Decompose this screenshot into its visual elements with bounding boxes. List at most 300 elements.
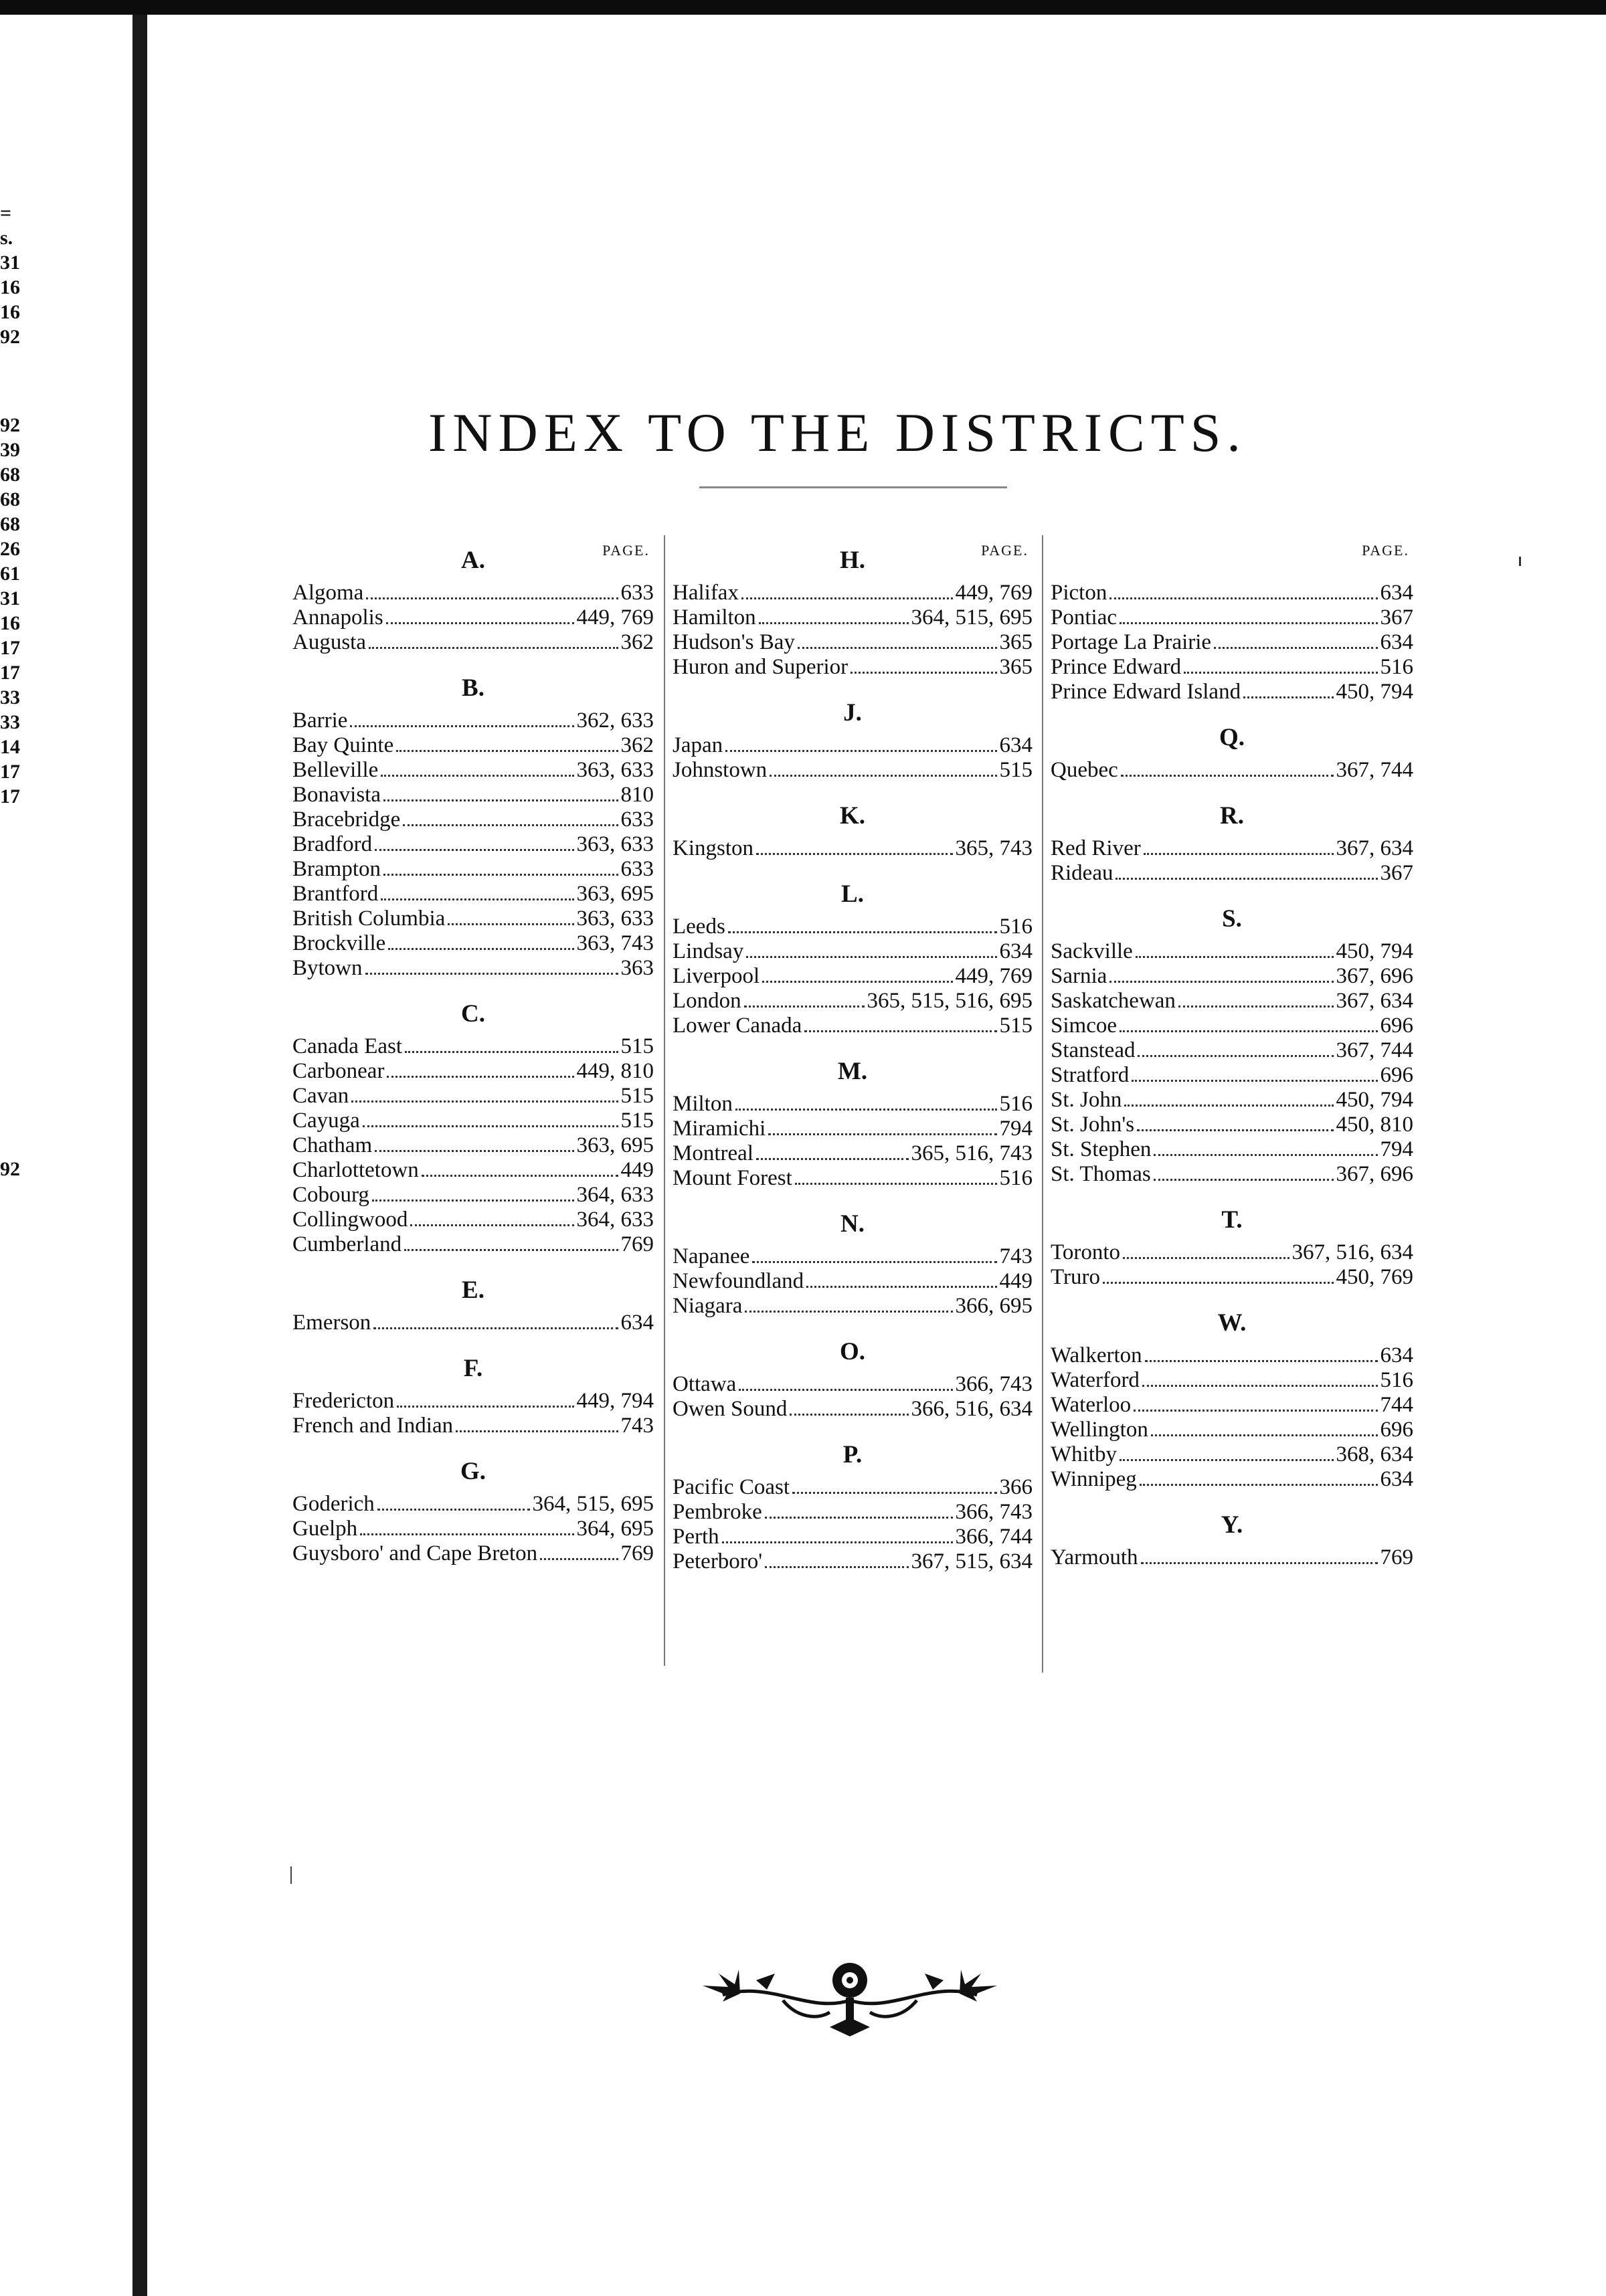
page-numbers: 364, 515, 695 [911, 605, 1033, 630]
index-entry [673, 605, 1033, 630]
page-numbers: 364, 633 [576, 1208, 654, 1232]
dot-leader [765, 1517, 953, 1519]
page-numbers: 515 [620, 1109, 654, 1133]
district-name: Peterboro' [673, 1549, 763, 1573]
district-name: Brockville [292, 931, 386, 955]
index-entry [673, 1092, 1033, 1117]
section-letter: H. [839, 547, 866, 574]
district-name: Bytown [292, 956, 363, 980]
index-entry [292, 807, 654, 832]
district-name: Annapolis [292, 605, 383, 630]
page-numbers: 516 [1380, 655, 1413, 679]
section-heading [292, 1350, 654, 1389]
index-entry [1051, 1418, 1413, 1442]
page-numbers: 367, 744 [1336, 1038, 1413, 1062]
page-numbers: 696 [1380, 1014, 1413, 1038]
index-entry [673, 1014, 1033, 1038]
page-numbers: 634 [1380, 1467, 1413, 1491]
page-numbers: 450, 794 [1336, 1088, 1413, 1112]
page-numbers: 794 [1380, 1137, 1413, 1161]
dot-leader [792, 1492, 996, 1494]
index-entry [673, 836, 1033, 861]
section-heading [673, 542, 1033, 581]
dot-leader [373, 1327, 618, 1329]
dot-leader [1120, 622, 1378, 624]
district-name: Cobourg [292, 1183, 369, 1207]
page-numbers: 363, 633 [576, 906, 654, 931]
district-name: Johnstown [673, 758, 768, 782]
margin-fragment-text: s. [0, 227, 13, 249]
dot-leader [377, 1509, 530, 1511]
dot-leader [756, 853, 952, 855]
margin-fragment-text: 17 [0, 662, 20, 684]
dot-leader [375, 1150, 573, 1152]
district-name: Brampton [292, 857, 381, 881]
dot-leader [387, 1076, 573, 1078]
index-entry [673, 915, 1033, 939]
dot-leader [725, 750, 996, 752]
margin-fragment-text: 26 [0, 538, 20, 560]
adjacent-page-fragment [0, 201, 27, 1181]
section-heading [292, 1272, 654, 1311]
dot-leader [1123, 1257, 1289, 1259]
page-numbers: 696 [1380, 1418, 1413, 1442]
margin-fragment-text: 33 [0, 686, 20, 708]
index-entry [292, 1517, 654, 1541]
district-name: Pembroke [673, 1500, 762, 1524]
page-numbers: 364, 695 [576, 1517, 654, 1541]
district-name: Simcoe [1051, 1014, 1117, 1038]
index-entry [292, 956, 654, 981]
page-numbers: 363, 633 [576, 832, 654, 856]
index-entry [292, 1232, 654, 1257]
district-name: Emerson [292, 1311, 371, 1335]
page-numbers: 367 [1380, 861, 1413, 885]
index-entry [673, 1269, 1033, 1294]
margin-fragment-text: 16 [0, 612, 20, 634]
dot-leader [456, 1430, 618, 1432]
district-name: St. Thomas [1051, 1162, 1151, 1186]
dot-leader [739, 1389, 952, 1391]
dot-leader [746, 956, 996, 958]
dot-leader [795, 1183, 997, 1185]
page-numbers: 367 [1380, 605, 1413, 630]
index-entry [1051, 1393, 1413, 1418]
page-numbers: 634 [620, 1311, 654, 1335]
index-entry [673, 1475, 1033, 1500]
section-heading [1051, 900, 1413, 939]
page-numbers: 810 [620, 783, 654, 807]
dot-leader [1145, 1360, 1378, 1362]
dot-leader [1109, 981, 1333, 983]
index-entry [673, 1525, 1033, 1549]
district-name: Montreal [673, 1141, 753, 1165]
section-letter: J. [843, 699, 862, 727]
dot-leader [1124, 1105, 1333, 1107]
district-name: Chatham [292, 1133, 373, 1157]
index-entry [292, 605, 654, 630]
district-name: St. Stephen [1051, 1137, 1152, 1161]
district-name: Algoma [292, 581, 364, 605]
index-entry [292, 1034, 654, 1059]
page-numbers: 516 [999, 1092, 1033, 1116]
page-numbers: 633 [620, 807, 654, 832]
district-name: Miramichi [673, 1117, 766, 1141]
page-numbers: 367, 696 [1336, 1162, 1413, 1186]
section-heading [673, 1053, 1033, 1092]
district-name: Fredericton [292, 1389, 395, 1413]
page-numbers: 633 [620, 857, 654, 881]
index-entry [1051, 1088, 1413, 1113]
district-name: Guelph [292, 1517, 358, 1541]
page-numbers: 744 [1380, 1393, 1413, 1417]
index-entry [1051, 758, 1413, 783]
index-entry [292, 1133, 654, 1158]
dot-leader [798, 647, 997, 649]
district-name: Toronto [1051, 1240, 1121, 1264]
page-numbers: 366, 744 [955, 1525, 1033, 1549]
dot-leader [372, 1200, 574, 1202]
index-entry [1051, 581, 1413, 605]
dot-leader [762, 981, 952, 983]
index-entry [673, 1549, 1033, 1574]
dot-leader [1120, 1459, 1334, 1461]
margin-fragment-text: 39 [0, 439, 20, 461]
print-mark [1519, 557, 1521, 566]
margin-fragment-text: 92 [0, 326, 20, 348]
margin-fragment-text: 31 [0, 587, 20, 609]
district-name: Waterloo [1051, 1393, 1132, 1417]
section-heading [673, 1436, 1033, 1475]
index-entry [292, 1109, 654, 1133]
page-numbers: 366, 695 [955, 1294, 1033, 1318]
page-numbers: 634 [1380, 630, 1413, 654]
section-heading [1051, 542, 1413, 581]
index-column-2 [673, 542, 1033, 1574]
district-name: Brantford [292, 882, 379, 906]
index-entry [673, 733, 1033, 758]
section-heading [673, 1206, 1033, 1244]
district-name: Whitby [1051, 1442, 1117, 1466]
page-numbers: 365, 516, 743 [911, 1141, 1033, 1165]
district-name: Napanee [673, 1244, 750, 1268]
index-entry [292, 1059, 654, 1084]
index-entry [1051, 1038, 1413, 1063]
section-heading [292, 995, 654, 1034]
page-numbers: 368, 634 [1336, 1442, 1413, 1466]
dot-leader [365, 973, 618, 975]
index-entry [292, 581, 654, 605]
page-column-label: PAGE. [981, 542, 1029, 559]
page-numbers: 363, 743 [576, 931, 654, 955]
dot-leader [388, 948, 573, 950]
dot-leader [744, 1006, 865, 1008]
page-numbers: 366, 516, 634 [911, 1397, 1033, 1421]
dot-leader [735, 1109, 997, 1111]
district-name: Pontiac [1051, 605, 1117, 630]
page-numbers: 364, 515, 695 [532, 1492, 654, 1516]
index-entry [1051, 1063, 1413, 1088]
section-heading [673, 694, 1033, 733]
dot-leader [1120, 1030, 1378, 1032]
district-name: Huron and Superior [673, 655, 849, 679]
page-numbers: 367, 744 [1336, 758, 1413, 782]
index-entry [1051, 1545, 1413, 1570]
dot-leader [1138, 1055, 1333, 1057]
dot-leader [768, 1133, 996, 1135]
column-divider [1042, 535, 1043, 1672]
district-name: Canada East [292, 1034, 403, 1058]
district-name: Sarnia [1051, 964, 1107, 988]
page-numbers: 696 [1380, 1063, 1413, 1087]
index-entry [673, 655, 1033, 680]
district-name: London [673, 989, 741, 1013]
page-column-label: PAGE. [1362, 542, 1409, 559]
district-name: Waterford [1051, 1368, 1140, 1392]
index-entry [1051, 964, 1413, 989]
district-name: Charlottetown [292, 1158, 419, 1182]
district-name: Lindsay [673, 939, 744, 963]
index-entry [1051, 1442, 1413, 1467]
section-letter: C. [461, 1000, 485, 1028]
margin-fragment-text: 61 [0, 563, 20, 585]
index-entry [673, 1244, 1033, 1269]
index-entry [1051, 1343, 1413, 1368]
district-name: Prince Edward Island [1051, 680, 1241, 704]
dot-leader [396, 750, 618, 752]
dot-leader [728, 931, 997, 933]
index-entry [292, 832, 654, 857]
index-column-3 [1051, 542, 1413, 1570]
dot-leader [1243, 696, 1333, 698]
index-entry [292, 931, 654, 956]
margin-fragment-text: 14 [0, 736, 20, 758]
district-name: Hamilton [673, 605, 756, 630]
index-entry [292, 882, 654, 906]
district-name: Hudson's Bay [673, 630, 795, 654]
section-letter: T. [1221, 1206, 1243, 1234]
district-name: Liverpool [673, 964, 760, 988]
section-heading [673, 1333, 1033, 1372]
index-entry [292, 630, 654, 655]
dot-leader [1178, 1006, 1334, 1008]
index-entry [1051, 1265, 1413, 1290]
district-name: Pacific Coast [673, 1475, 790, 1499]
dot-leader [1142, 1385, 1378, 1387]
page-numbers: 516 [999, 1166, 1033, 1190]
dot-leader [804, 1030, 996, 1032]
section-letter: G. [460, 1458, 486, 1485]
district-name: Cayuga [292, 1109, 360, 1133]
page-numbers: 365 [999, 655, 1033, 679]
section-heading [292, 1453, 654, 1492]
district-name: Stratford [1051, 1063, 1130, 1087]
dot-leader [1214, 647, 1377, 649]
page-numbers: 362 [620, 630, 654, 654]
index-entry [1051, 939, 1413, 964]
dot-leader [745, 1311, 952, 1313]
district-name: Guysboro' and Cape Breton [292, 1541, 538, 1565]
index-entry [292, 1492, 654, 1517]
dot-leader [765, 1566, 908, 1568]
margin-fragment-text: 68 [0, 513, 20, 535]
district-name: Ottawa [673, 1372, 737, 1396]
district-name: French and Indian [292, 1414, 454, 1438]
district-name: Walkerton [1051, 1343, 1142, 1367]
index-entry [1051, 989, 1413, 1014]
index-entry [292, 1084, 654, 1109]
dot-leader [397, 1406, 573, 1408]
dot-leader [1140, 1484, 1378, 1486]
district-name: Bonavista [292, 783, 381, 807]
page-numbers: 366, 743 [955, 1372, 1033, 1396]
section-heading [292, 670, 654, 708]
index-entry [673, 964, 1033, 989]
district-name: Wellington [1051, 1418, 1148, 1442]
page-numbers: 450, 810 [1336, 1113, 1413, 1137]
index-entry [673, 758, 1033, 783]
margin-fragment-text: 16 [0, 301, 20, 323]
section-letter: L. [841, 880, 864, 908]
page-numbers: 633 [620, 581, 654, 605]
district-name: Sackville [1051, 939, 1133, 963]
dot-leader [1103, 1282, 1334, 1284]
page-numbers: 367, 634 [1336, 836, 1413, 860]
dot-leader [403, 824, 618, 826]
index-entry [673, 939, 1033, 964]
dot-leader [1184, 672, 1377, 674]
section-letter: A. [461, 547, 485, 574]
dot-leader [383, 874, 618, 876]
index-entry [292, 733, 654, 758]
district-name: Stanstead [1051, 1038, 1136, 1062]
index-entry [292, 1183, 654, 1208]
district-name: St. John [1051, 1088, 1122, 1112]
district-name: Bay Quinte [292, 733, 394, 757]
page-numbers: 365, 743 [955, 836, 1033, 860]
district-name: Cavan [292, 1084, 349, 1108]
index-entry [1051, 836, 1413, 861]
floral-ornament [696, 1953, 1004, 2040]
page-numbers: 515 [620, 1034, 654, 1058]
district-name: Collingwood [292, 1208, 408, 1232]
index-entry [292, 783, 654, 807]
dot-leader [381, 775, 573, 777]
index-entry [1051, 1368, 1413, 1393]
margin-fragment-text: 68 [0, 488, 20, 510]
section-letter: B. [462, 674, 484, 702]
index-entry [673, 1397, 1033, 1422]
index-entry [1051, 1113, 1413, 1137]
margin-fragment-text: 33 [0, 711, 20, 733]
dot-leader [1137, 1129, 1333, 1131]
district-name: Barrie [292, 708, 348, 733]
margin-fragment-text: 17 [0, 761, 20, 783]
margin-fragment-text: = [0, 202, 12, 224]
section-letter: K. [839, 802, 866, 830]
district-name: Augusta [292, 630, 366, 654]
dot-leader [360, 1533, 573, 1535]
index-column-1 [292, 542, 654, 1566]
page-numbers: 516 [1380, 1368, 1413, 1392]
page-numbers: 365 [999, 630, 1033, 654]
section-heading [673, 876, 1033, 915]
page-numbers: 743 [620, 1414, 654, 1438]
dot-leader [540, 1558, 618, 1560]
page-numbers: 515 [620, 1084, 654, 1108]
page-numbers: 449, 769 [955, 581, 1033, 605]
dot-leader [1144, 853, 1334, 855]
district-name: Belleville [292, 758, 379, 782]
index-entry [673, 1294, 1033, 1319]
district-name: Goderich [292, 1492, 375, 1516]
index-entry [1051, 1162, 1413, 1187]
district-name: Japan [673, 733, 723, 757]
section-letter: N. [840, 1210, 865, 1238]
dot-leader [448, 923, 573, 925]
page-numbers: 449 [620, 1158, 654, 1182]
page-column-label: PAGE. [602, 542, 650, 559]
dot-leader [363, 1125, 618, 1127]
title-divider [699, 486, 1007, 488]
district-name: Carbonear [292, 1059, 385, 1083]
index-entry [1051, 605, 1413, 630]
section-heading [1051, 1202, 1413, 1240]
index-entry [1051, 1014, 1413, 1038]
district-name: Mount Forest [673, 1166, 792, 1190]
district-name: Winnipeg [1051, 1467, 1137, 1491]
section-heading [1051, 719, 1413, 758]
page-numbers: 367, 634 [1336, 989, 1413, 1013]
index-entry [1051, 655, 1413, 680]
district-name: Milton [673, 1092, 733, 1116]
index-entry [673, 1141, 1033, 1166]
dot-leader [381, 898, 573, 900]
page-numbers: 634 [1380, 1343, 1413, 1367]
dot-leader [1109, 597, 1377, 599]
page-numbers: 743 [999, 1244, 1033, 1268]
section-letter: S. [1222, 905, 1242, 933]
district-name: Portage La Prairie [1051, 630, 1212, 654]
index-entry [673, 989, 1033, 1014]
page-numbers: 449, 810 [576, 1059, 654, 1083]
index-entry [292, 1158, 654, 1183]
page-numbers: 367, 696 [1336, 964, 1413, 988]
district-name: Lower Canada [673, 1014, 802, 1038]
dot-leader [1134, 1410, 1377, 1412]
margin-fragment-text: 16 [0, 276, 20, 298]
district-name: Saskatchewan [1051, 989, 1176, 1013]
page-numbers: 362 [620, 733, 654, 757]
district-name: Bracebridge [292, 807, 401, 832]
print-mark [290, 1867, 292, 1884]
dot-leader [351, 1101, 618, 1103]
margin-fragment-text: 92 [0, 414, 20, 436]
index-entry [673, 1372, 1033, 1397]
section-letter: P. [842, 1441, 863, 1468]
dot-leader [1154, 1154, 1377, 1156]
top-border [0, 0, 1606, 15]
index-entry [673, 1117, 1033, 1141]
district-name: Prince Edward [1051, 655, 1182, 679]
index-entry [292, 1208, 654, 1232]
dot-leader [1151, 1434, 1378, 1436]
margin-fragment-text: 92 [0, 1158, 20, 1180]
index-entry [673, 1500, 1033, 1525]
dot-leader [806, 1286, 996, 1288]
page-title: INDEX TO THE DISTRICTS. [428, 401, 1247, 463]
dot-leader [366, 597, 618, 599]
